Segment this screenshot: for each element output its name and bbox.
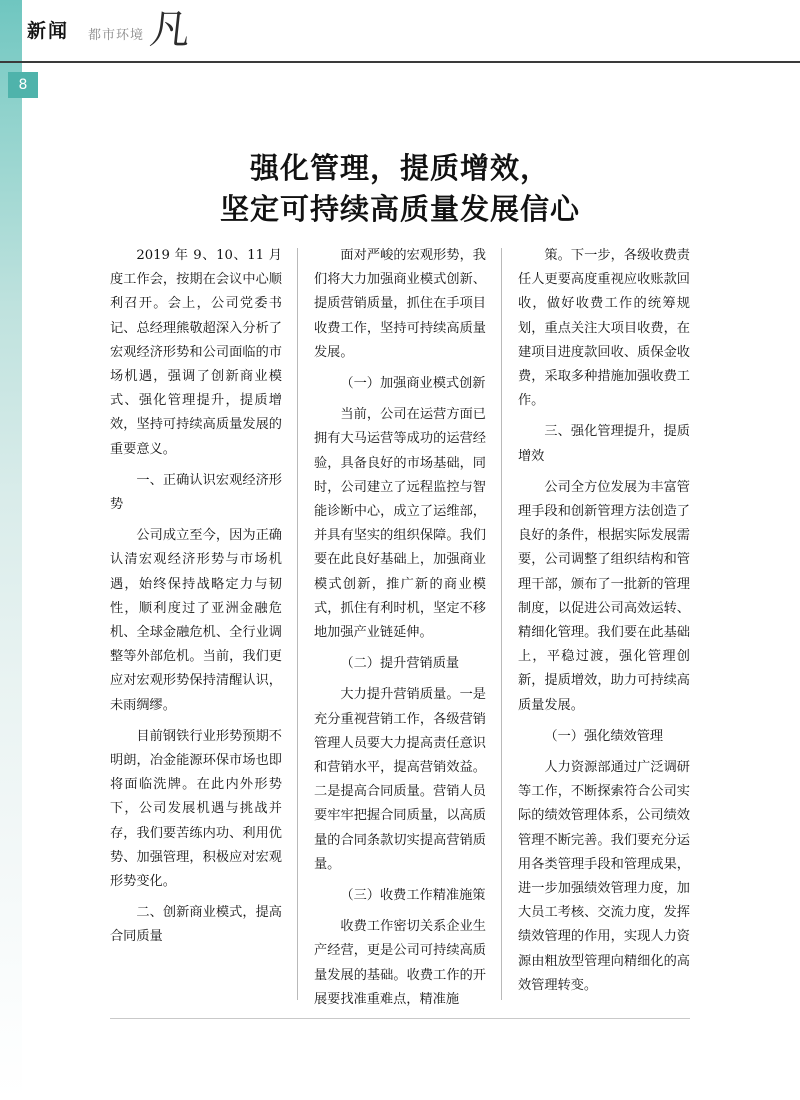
left-accent-bar <box>0 0 22 1100</box>
page-header <box>0 0 800 62</box>
paragraph: 公司成立至今，因为正确认清宏观经济形势与市场机遇，始终保持战略定力与韧性，顺利度过了亚洲金融危机、全球金融危机、全行业调整等外部危机。当前，我们更应对宏观形势保持清醒认识，未雨绸缪。 <box>110 528 282 713</box>
paragraph: （一）强化绩效管理 <box>544 728 664 744</box>
paragraph: 人力资源部通过广泛调研等工作，不断探索符合公司实际的绩效管理体系，公司绩效管理不断完善。我们要充分运用各类管理手段和管理成果，进一步加强绩效管理力度，加大员工考核、交流力度，发挥绩效管理的作用，实现人力资源由粗放型管理向精细化的高效管理转变。 <box>518 760 690 993</box>
paragraph: 一、正确认识宏观经济形势 <box>110 472 282 513</box>
paragraph: （二）提升营销质量 <box>340 656 460 672</box>
column-gutter-1 <box>282 244 314 1004</box>
column-divider <box>297 248 298 1000</box>
paragraph: 大力提升营销质量。一是充分重视营销工作，各级营销管理人员要大力提高责任意识和营销水平，提高营销效益。二是提高合同质量。营销人员要牢牢把握合同质量，以高质量的合同条款切实提高营销质量。 <box>314 687 486 872</box>
article-body <box>110 244 690 1007</box>
paragraph: 公司全方位发展为丰富管理手段和创新管理方法创造了良好的条件，根据实际发展需要，公司调整了组织结构和管理干部，颁布了一批新的管理制度，以促进公司高效运转、精细化管理。我们要在此基础上，平稳过渡，强化管理创新，提质增效，助力可持续高质量发展。 <box>518 479 690 713</box>
paragraph: 当前，公司在运营方面已拥有大马运营等成功的运营经验，具备良好的市场基础，同时，公司建立了远程监控与智能诊断中心，成立了运维部，并具有坚实的组织保障。我们要在此良好基础上，加强商业模式创新，推广新的商业模式，抓住有利时机，坚定不移地加强产业链延伸。 <box>314 407 486 641</box>
paragraph: 收费工作密切关系企业生产经营，更是公司可持续高质量发展的基础。收费工作的开展要找准重难点，精准施 <box>314 919 486 1007</box>
paragraph: 面对严峻的宏观形势，我们将大力加强商业模式创新、提质营销质量，抓住在手项目收费工作，坚持可持续高质量发展。 <box>314 248 486 360</box>
masthead-chinese-name: 都市环境 <box>88 28 145 43</box>
column-gutter-2 <box>486 244 518 1004</box>
column-1 <box>110 244 282 1004</box>
header-divider <box>0 61 800 63</box>
footer-divider <box>110 1018 690 1019</box>
paragraph: 策。下一步，各级收费责任人更要高度重视应收账款回收，做好收费工作的统筹规划，重点关注大项目收费，在建项目进度款回收、质保金收费，采取多种措施加强收费工作。 <box>518 248 690 409</box>
column-divider <box>501 248 502 1000</box>
column-3 <box>518 244 690 1004</box>
paragraph: 二、创新商业模式，提高合同质量 <box>110 905 282 945</box>
section-label: 新闻 <box>27 20 70 42</box>
paragraph: 三、强化管理提升，提质增效 <box>518 424 690 464</box>
title-line-1: 强化管理，提质增效， <box>249 151 550 185</box>
article-title <box>110 148 690 230</box>
column-2 <box>314 244 486 1007</box>
page-number-badge: 8 <box>8 72 38 98</box>
paragraph: （一）加强商业模式创新 <box>340 376 486 392</box>
title-line-2: 坚定可持续高质量发展信心 <box>219 192 580 226</box>
paragraph: 目前钢铁行业形势预期不明朗，冶金能源环保市场也即将面临洗牌。在此内外形势下，公司发展机遇与挑战并存，我们要苦练内功、利用优势、加强管理，积极应对宏观形势变化。 <box>110 728 282 890</box>
paragraph: （三）收费工作精准施策 <box>340 888 486 904</box>
masthead-logo <box>88 7 208 56</box>
paragraph: 2019 年 9、10、11 月度工作会，按期在会议中心顺利召开。会上，公司党委书记、总经理熊敬超深入分析了宏观经济形势和公司面临的市场机遇，强调了创新商业模式、强化管理提升，提质增效，坚持可持续高质量发展的重要意义。 <box>110 248 282 457</box>
masthead-seal-glyph: 凡 <box>147 7 193 53</box>
